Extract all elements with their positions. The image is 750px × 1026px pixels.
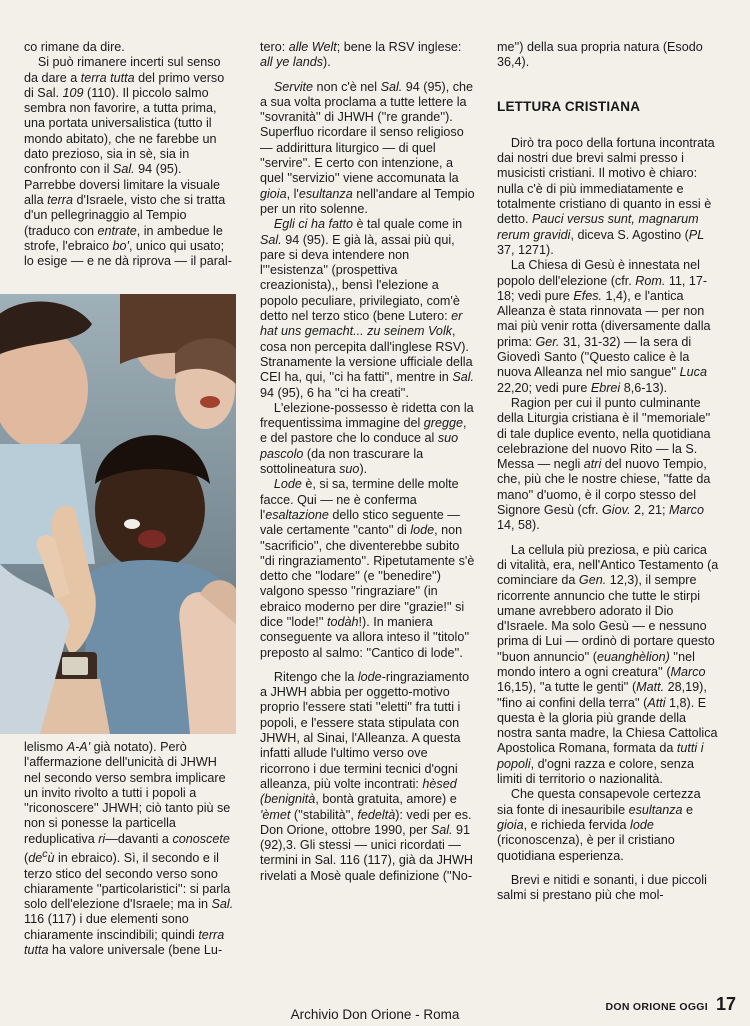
paragraph: Egli ci ha fatto è tal quale come in Sal. 94 (95). E già là, assai più qui, pare si deva intendere non l'''esistenza'' (prospettiva creazionista),, bensì l'elezione a popolo peculiare, privilegiato, com'è detto nel terzo stico (bene Lutero: er hat uns gemacht... zu seinem Volk, cosa non percepita dall'inglese RSV). Stranamente la versione ufficiale della CEI ha, qui, ''ci ha fatti'', mentre in Sal. 94 (95), 6 ha ''ci ha creati''.: [260, 217, 475, 400]
paragraph: La cellula più preziosa, e più carica di vitalità, era, nell'Antico Testamento (a cominciare da Gen. 12,3), il sempre ricorrente annuncio che tutte le stirpi umane avrebbero adorato il Dio d'Israele. Ma solo Gesù — e nessuno prima di Lui — ordinò di portare questo ''buon annuncio'' (euanghèlion) ''nel mondo intero a ogni creatura'' (Marco 16,15), ''a tutte le genti'' (Matt. 28,19), ''fino ai confini della terra'' (Atti 1,8). E questa è la gloria più grande della nostra santa madre, la Chiesa Cattolica Apostolica Romana, formata da tutti i popoli, d'ogni razza e colore, senza limiti di territorio o nazionalità.: [497, 542, 719, 787]
paragraph: Ragion per cui il punto culminante della Liturgia cristiana è il ''memoriale'' di tale duplice evento, nella quotidiana celebrazione del nuovo Rito — la S. Messa — negli atri del nuovo Tempio, che, più che le nostre chiese, ''fatte da mano'' d'uomo, è il corpo stesso del Signore Gesù (cfr. Giov. 2, 21; Marco 14, 58).: [497, 395, 711, 533]
column-1-bottom: [24, 740, 236, 958]
paragraph: Si può rimanere incerti sul senso da dare a terra tutta del primo verso di Sal. 109 (110). Il piccolo salmo sembra non favorire, a tutta prima, una portata universalistica (tutto il mondo abitato), che ne farebbe un dato prezioso, sia in sè, sia in confronto con il Sal. 94 (95). Parrebbe doversi limitare la visuale alla terra d'Israele, visto che si tratta d'un pellegrinaggio al Tempio (traduco con entrate, in ambedue le strofe, l'ebraico bo', unico qui usato; lo esige — e ne dà riprova — il paral-: [24, 55, 232, 269]
paragraph: co rimane da dire.: [24, 40, 125, 54]
column-3-body: [497, 136, 719, 904]
column-2: [260, 40, 475, 884]
paragraph: Servite non c'è nel Sal. 94 (95), che a sua volta proclama a tutte lettere la ''sovranità'' di JHWH (''re grande''). Superfluo ricordare il senso religioso — addirittura liturgico — di quel ''servire''. E certo con intenzione, a quel ''servizio'' viene accomunata la gioia, l'esultanza nell'andare al Tempio per un rito solenne.: [260, 79, 475, 216]
crowd-photo-illustration: [0, 294, 236, 734]
paragraph: L'elezione-possesso è ridetta con la frequentissima immagine del gregge, e del pastore che lo conduce al suo pascolo (da non trascurare la sottolineatura suo).: [260, 400, 474, 477]
paragraph: tero: alle Welt; bene la RSV inglese: all ye lands).: [260, 40, 462, 70]
paragraph: Ritengo che la lode-ringraziamento a JHWH abbia per oggetto-motivo proprio l'essere stati ''eletti'' fra tutti i popoli, e l'essere stata stipulata con JHWH, al Sinai, l'Alleanza. A questa infatti allude l'ultimo verso ove ricorrono i due termini tecnici d'ogni alleanza, più volte incontrati: hèsed (benignità, bontà gratuita, amore) e 'èmet (''stabilità'', fedeltà): vedi per es. Don Orione, ottobre 1990, per Sal. 91 (92),3. Gli stessi — unici ricordati — termini in Sal. 116 (117), già da JHWH rivelati a Mosè quale definizione (''No-: [260, 669, 474, 883]
page-number: 17: [715, 994, 736, 1014]
column-3-top: [497, 40, 719, 71]
paragraph: Brevi e nitidi e sonanti, i due piccoli salmi si prestano più che mol-: [497, 872, 707, 903]
section-heading: LETTURA CRISTIANA: [497, 98, 641, 114]
paragraph: lelismo A-A' già notato). Però l'affermazione dell'unicità di JHWH nel secondo verso sembra implicare un invito rivolto a tutti i popoli a ''riconoscere'' JHWH; ciò tanto più se non si ponesse la particella reduplicativa ri—davanti a conoscete ($de^cù$ in ebraico). Sì, il secondo e il terzo stico del secondo verso sono chiaramente ''particolaristici'': si parla solo dell'elezione d'Israele; ma in Sal. 116 (117) i due elementi sono chiaramente inscindibili; quindi terra tutta ha valore universale (bene Lu-: [24, 740, 234, 958]
magazine-name: DON ORIONE OGGI: [605, 1001, 708, 1013]
paragraph: Dirò tra poco della fortuna incontrata dai nostri due brevi salmi presso i musicisti cristiani. Il motivo è chiaro: nulla c'è di più immediatamente e totalmente cristiano di quanto in essi è detto. Pauci versus sunt, magnarum rerum gravidi, diceva S. Agostino (PL 37, 1271).: [497, 135, 715, 257]
column-3: [497, 40, 719, 903]
paragraph: Lode è, si sa, termine delle molte facce. Qui — ne è conferma l'esaltazione dello stico seguente — vale certamente ''canto'' di lode, non ''sacrificio'', che diventerebbe subito ''di ringraziamento''. Ripetutamente s'è detto che ''lodare'' (e ''benedire'') valgono spesso ''ringraziare'' (in ebraico moderno per dire ''grazie!'' si dice ''lode!'' todàh!). In maniera conseguente va allora inteso il ''titolo'' preposto al salmo: ''Cantico di lode''.: [260, 477, 475, 660]
paragraph: Che questa consapevole certezza sia fonte di inesauribile esultanza e gioia, e richieda fervida lode (riconoscenza), è per il cristiano quotidiana esperienza.: [497, 787, 701, 863]
paragraph: La Chiesa di Gesù è innestata nel popolo dell'elezione (cfr. Rom. 11, 17-18; vedi pure Efes. 1,4), e l'antica Alleanza è stata rinnovata — per non mai più venir rotta (diversamente dalla prima: Ger. 31, 31-32) — la sera di Giovedì Santo (''Questo calice è la nuova Alleanza nel mio sangue'' Luca 22,20; vedi pure Ebrei 8,6-13).: [497, 258, 711, 395]
crowd-photo: [0, 294, 236, 734]
paragraph: me'') della sua propria natura (Esodo 36,4).: [497, 40, 703, 70]
column-1-top: [24, 40, 236, 269]
archive-label: Archivio Don Orione - Roma: [290, 1007, 460, 1022]
